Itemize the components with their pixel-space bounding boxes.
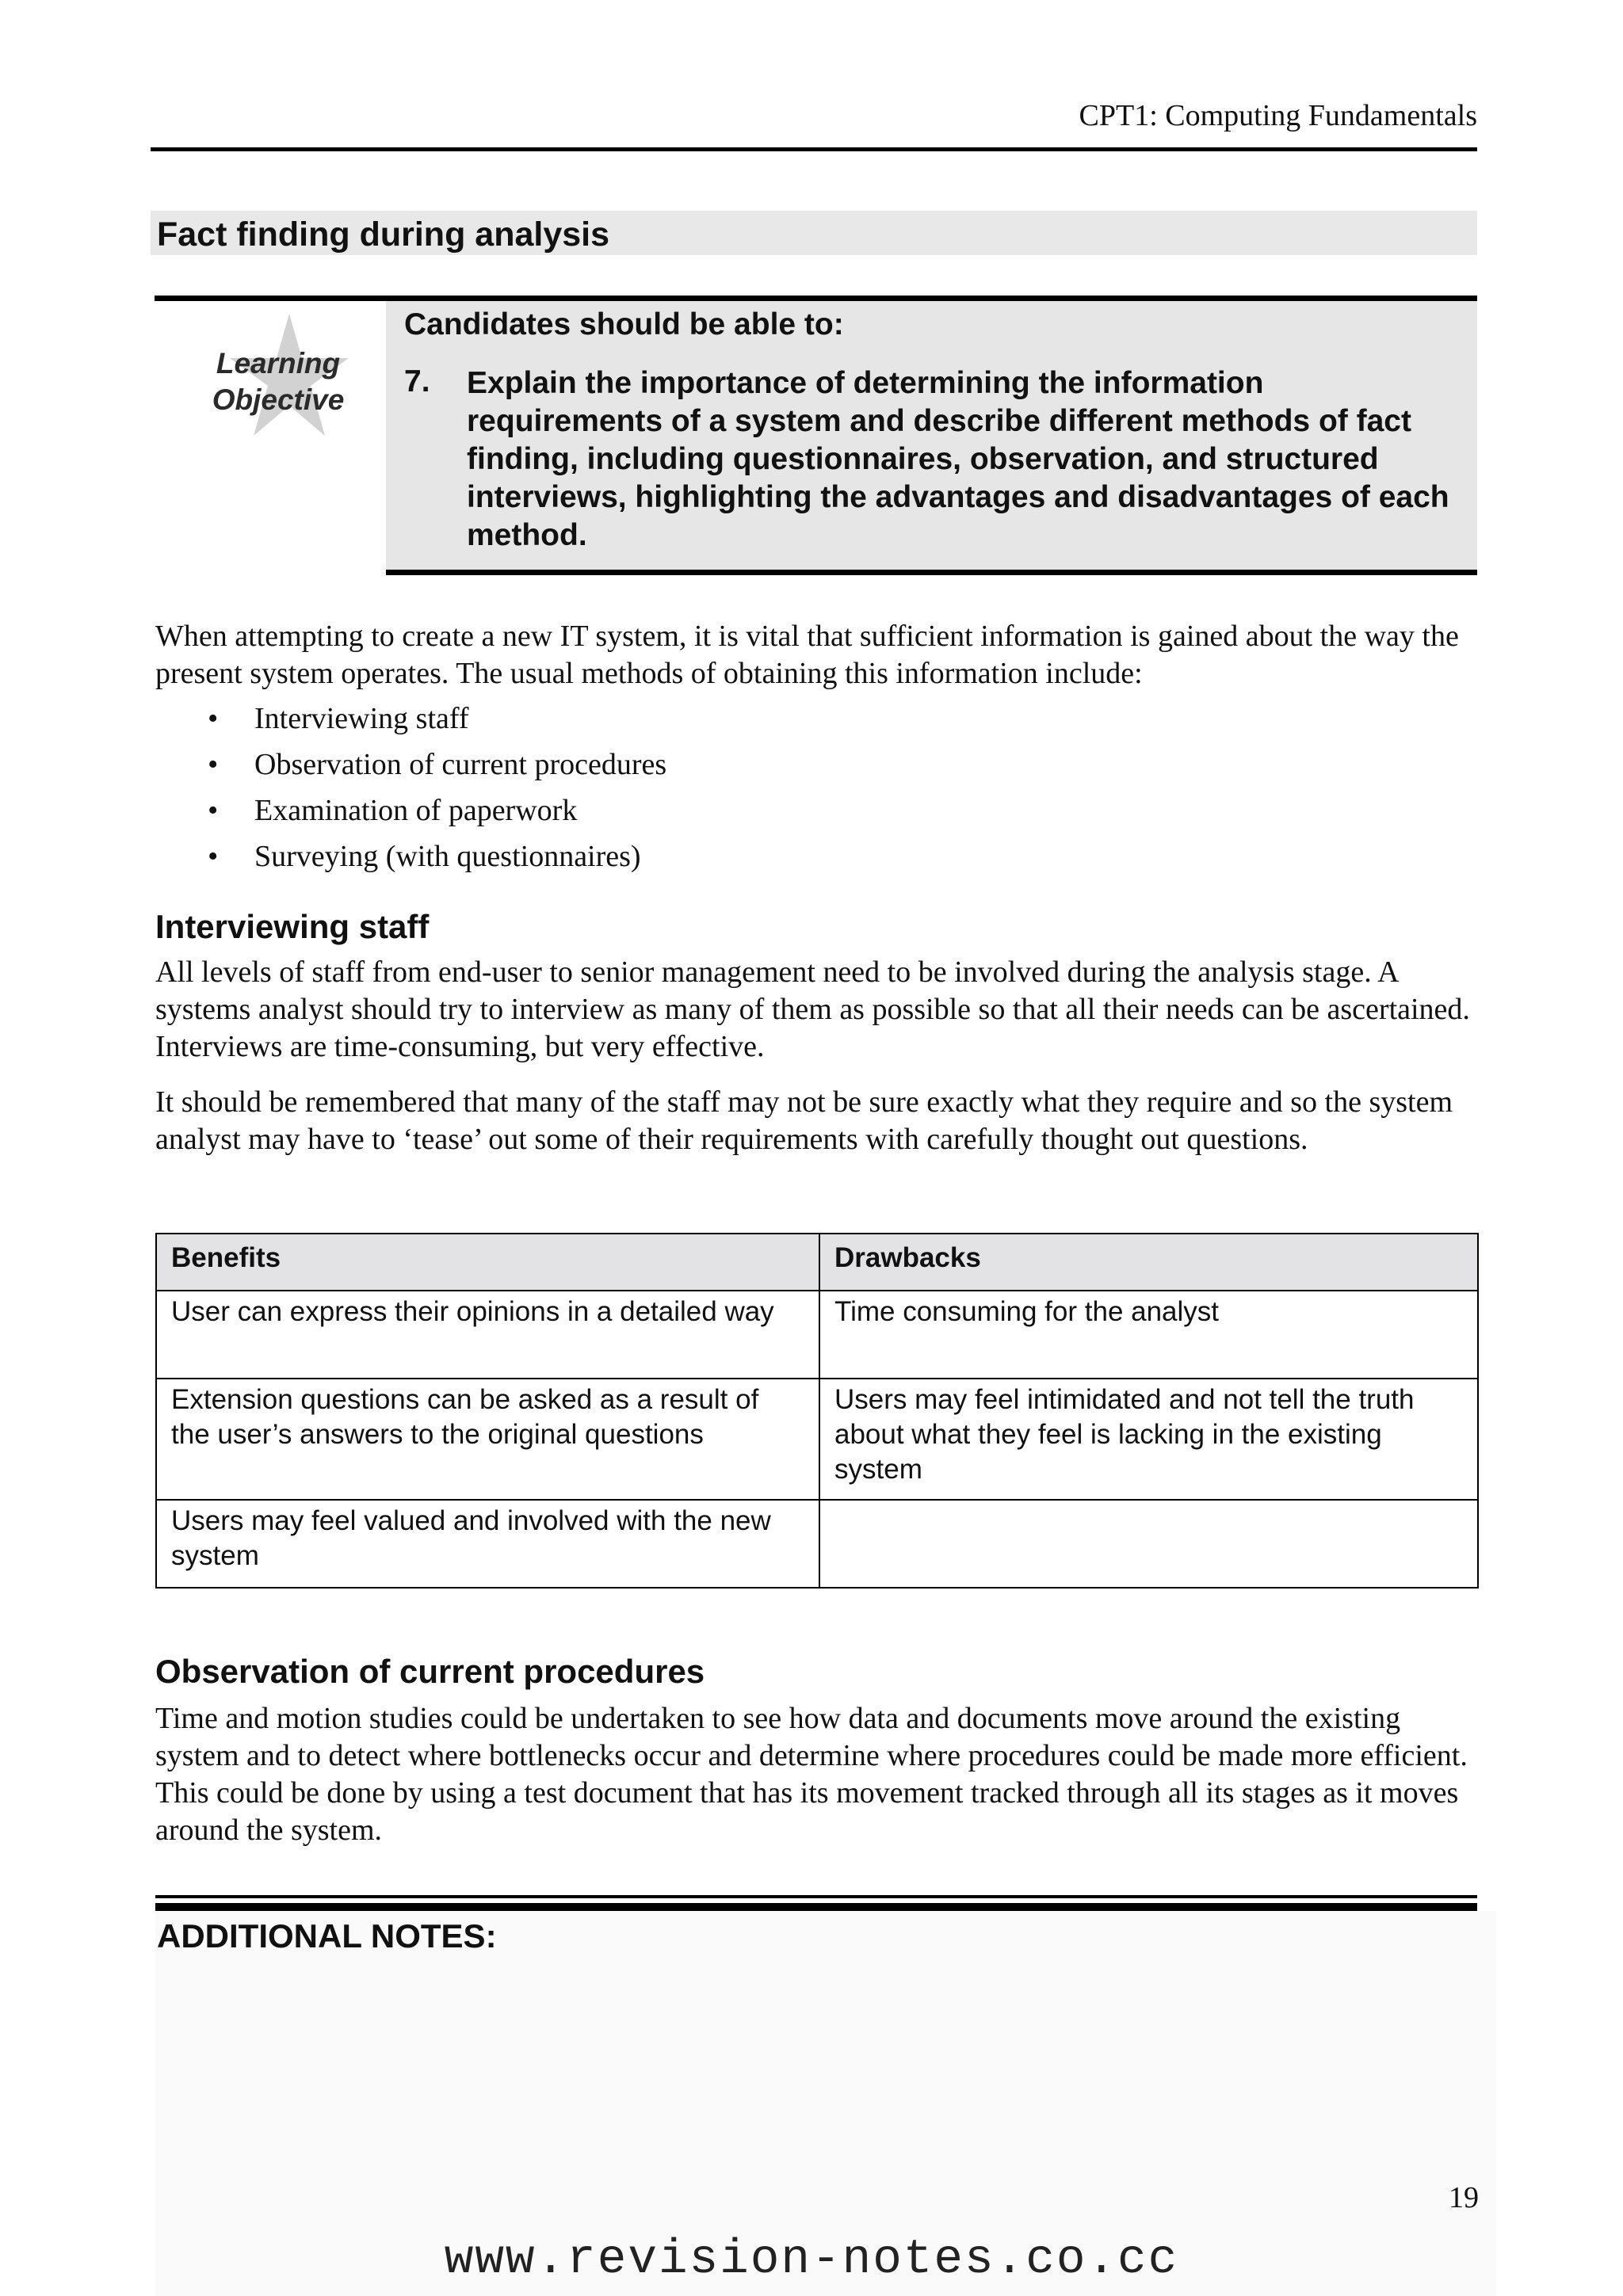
badge-line-1: Learning bbox=[216, 347, 341, 379]
observation-heading: Observation of current procedures bbox=[155, 1653, 705, 1690]
table-cell: Time consuming for the analyst bbox=[819, 1291, 1478, 1379]
footer-url: www.revision-notes.co.cc bbox=[444, 2233, 1179, 2287]
list-item-text: Interviewing staff bbox=[254, 702, 469, 735]
interviewing-paragraph-1: All levels of staff from end-user to senior management need to be involved during the analysis stage. A systems analyst should try to interview as many of them as possible so that all their needs can be ascertained. Interviews are time-consuming, but very effective. bbox=[155, 955, 1470, 1063]
list-item-text: Surveying (with questionnaires) bbox=[254, 840, 641, 873]
column-header-benefits: Benefits bbox=[156, 1234, 819, 1291]
bullet-icon: • bbox=[208, 702, 219, 735]
additional-notes-label: ADDITIONAL NOTES: bbox=[157, 1917, 497, 1955]
header-rule bbox=[151, 147, 1477, 151]
interviewing-paragraph-2: It should be remembered that many of the staff may not be sure exactly what they require and so the system analyst may have to ‘tease’ out some of their requirements with carefully thought out questions. bbox=[155, 1085, 1453, 1156]
badge-line-2: Objective bbox=[212, 383, 345, 416]
interviewing-heading: Interviewing staff bbox=[155, 908, 430, 945]
page-number: 19 bbox=[1449, 2181, 1479, 2214]
objective-number: 7. bbox=[404, 364, 430, 399]
methods-list bbox=[155, 696, 666, 879]
bullet-icon: • bbox=[208, 794, 219, 827]
notes-rule-thick bbox=[155, 1903, 1477, 1911]
list-item bbox=[155, 833, 666, 879]
section-title: Fact finding during analysis bbox=[157, 215, 610, 254]
column-header-drawbacks: Drawbacks bbox=[819, 1234, 1478, 1291]
table-cell: Users may feel intimidated and not tell the truth about what they feel is lacking in the existing system bbox=[819, 1379, 1478, 1500]
section-title-bar bbox=[151, 211, 1477, 255]
learning-objective-badge bbox=[195, 345, 361, 418]
bullet-icon: • bbox=[208, 840, 219, 873]
objective-bottom-rule bbox=[386, 570, 1477, 575]
table-cell bbox=[819, 1500, 1478, 1588]
table-row bbox=[156, 1291, 1478, 1379]
list-item bbox=[155, 788, 666, 833]
table-cell: User can express their opinions in a detailed way bbox=[156, 1291, 819, 1379]
list-item-text: Observation of current procedures bbox=[254, 748, 667, 781]
bullet-icon: • bbox=[208, 748, 219, 781]
intro-paragraph: When attempting to create a new IT system, it is vital that sufficient information is gained about the way the present system operates. The usual methods of obtaining this information include: bbox=[155, 620, 1459, 690]
table-header-row bbox=[156, 1234, 1478, 1291]
table-row bbox=[156, 1500, 1478, 1588]
notes-rule-thin bbox=[155, 1895, 1477, 1898]
objective-top-rule bbox=[155, 296, 1477, 301]
benefits-drawbacks-table bbox=[155, 1233, 1479, 1589]
list-item-text: Examination of paperwork bbox=[254, 794, 578, 827]
table-cell: Users may feel valued and involved with the new system bbox=[156, 1500, 819, 1588]
running-header: CPT1: Computing Fundamentals bbox=[1079, 99, 1477, 132]
list-item bbox=[155, 742, 666, 788]
table-cell: Extension questions can be asked as a result of the user’s answers to the original questions bbox=[156, 1379, 819, 1500]
observation-paragraph: Time and motion studies could be undertaken to see how data and documents move around the existing system and to detect where bottlenecks occur and determine where procedures could be made more efficient. This could be done by using a test document that has its movement tracked through all its stages as it moves around the system. bbox=[155, 1702, 1468, 1847]
list-item bbox=[155, 696, 666, 742]
objective-text: Explain the importance of determining the information requirements of a system and describe different methods of fact finding, including questionnaires, observation, and structured interviews, highlighting the advantages and disadvantages of each method. bbox=[467, 366, 1449, 552]
table-row bbox=[156, 1379, 1478, 1500]
objective-heading: Candidates should be able to: bbox=[404, 307, 844, 341]
